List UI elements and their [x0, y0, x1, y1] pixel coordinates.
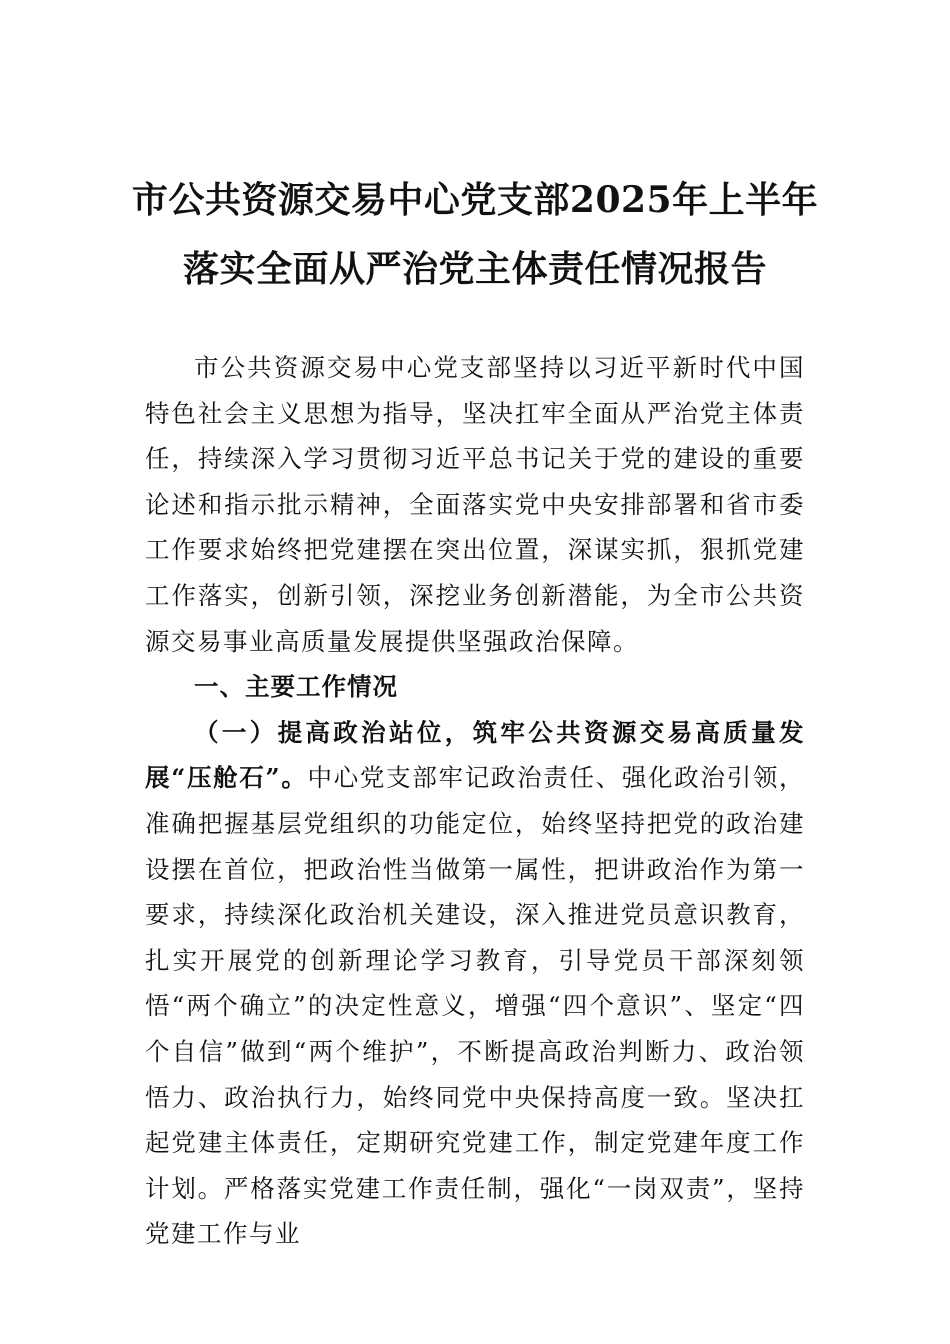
document-title-line-1: 市公共资源交易中心党支部2025年上半年 — [131, 179, 819, 221]
document-body — [145, 345, 805, 1257]
subsection-body: 中心党支部牢记政治责任、强化政治引领，准确把握基层党组织的功能定位，始终坚持把党的政治建设摆在首位，把政治性当做第一属性，把讲政治作为第一要求，持续深化政治机关建设，深入推进党员意识教育，扎实开展党的创新理论学习教育，引导党员干部深刻领悟“两个确立”的决定性意义，增强“四个意识”、坚定“四个自信”做到“两个维护”，不断提高政治判断力、政治领悟力、政治执行力，始终同党中央保持高度一致。坚决扛起党建主体责任，定期研究党建工作，制定党建年度工作计划。严格落实党建工作责任制，强化“一岗双责”，坚持党建工作与业 — [145, 763, 806, 1249]
document-title-line-2: 落实全面从严治党主体责任情况报告 — [182, 248, 767, 290]
intro-paragraph: 市公共资源交易中心党支部坚持以习近平新时代中国特色社会主义思想为指导，坚决扛牢全面从严治党主体责任，持续深入学习贯彻习近平总书记关于党的建设的重要论述和指示批示精神，全面落实党中央安排部署和省市委工作要求始终把党建摆在突出位置，深谋实抓，狠抓党建工作落实，创新引领，深挖业务创新潜能，为全市公共资源交易事业高质量发展提供坚强政治保障。 — [145, 353, 805, 656]
subsection-paragraph — [145, 710, 805, 1257]
subsection-heading: （一）提高政治站位，筑牢公共资源交易高质量发展“压舱石”。 — [145, 717, 805, 793]
section-heading: 一、主要工作情况 — [194, 672, 398, 702]
